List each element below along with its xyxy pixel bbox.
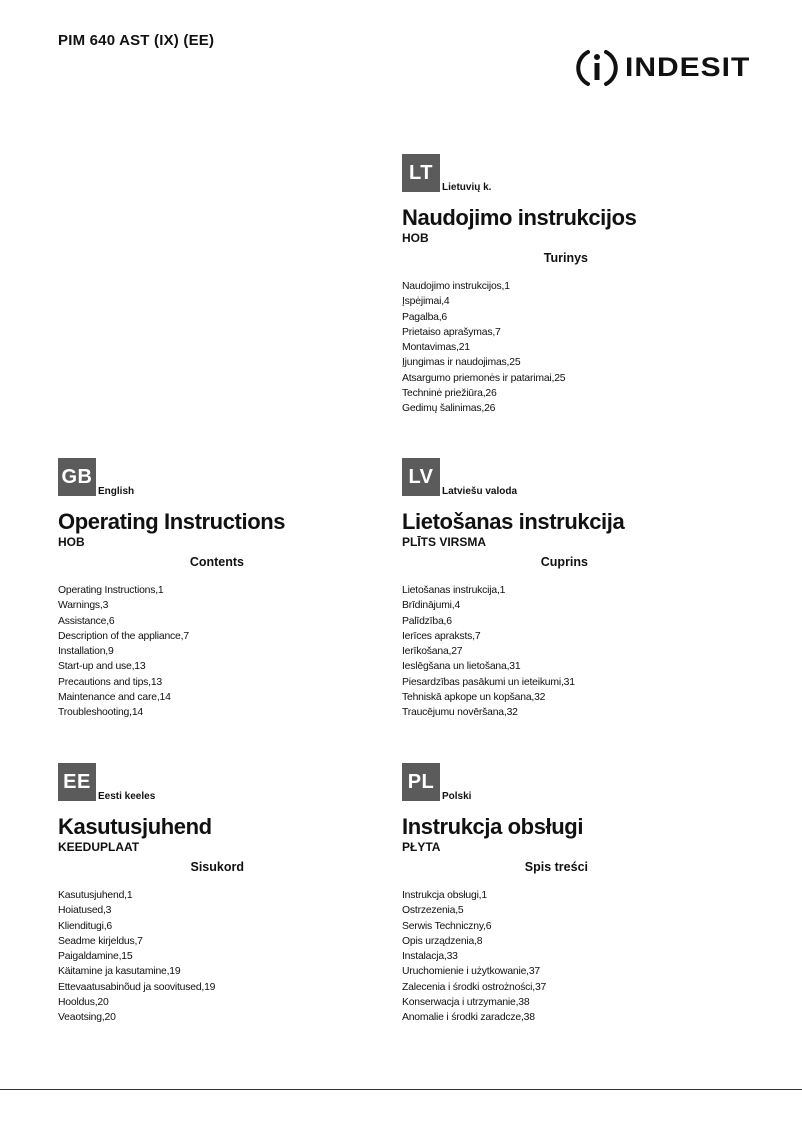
language-name: English bbox=[98, 486, 135, 497]
section-subtitle: PLĪTS VIRSMA bbox=[402, 535, 487, 549]
toc-item: Zalecenia i środki ostrożności,37 bbox=[402, 981, 547, 993]
toc-item: Warnings,3 bbox=[58, 600, 109, 612]
contents-heading: Cuprins bbox=[540, 555, 588, 569]
table-of-contents bbox=[402, 888, 732, 1026]
toc-item: Ieslēgšana un lietošana,31 bbox=[402, 661, 521, 673]
toc-item: Įjungimas ir naudojimas,25 bbox=[402, 357, 521, 369]
contents-heading: Sisukord bbox=[190, 860, 244, 874]
toc-item: Lietošanas instrukcija,1 bbox=[402, 585, 506, 596]
table-of-contents bbox=[58, 583, 388, 721]
toc-item: Hoiatused,3 bbox=[58, 905, 112, 917]
toc-item: Serwis Techniczny,6 bbox=[402, 920, 492, 932]
toc-item: Precautions and tips,13 bbox=[58, 676, 162, 688]
toc-item: Montavimas,21 bbox=[402, 342, 470, 354]
section-pl bbox=[402, 763, 732, 1042]
section-lv bbox=[402, 458, 732, 737]
toc-item: Description of the appliance,7 bbox=[58, 630, 189, 642]
toc-item: Klienditugi,6 bbox=[58, 920, 113, 932]
toc-item: Maintenance and care,14 bbox=[58, 692, 171, 704]
toc-item: Seadme kirjeldus,7 bbox=[58, 935, 143, 947]
toc-item: Gedimų šalinimas,26 bbox=[402, 403, 496, 415]
section-subtitle: KEEDUPLAAT bbox=[58, 840, 140, 854]
toc-item: Ettevaatusabinõud ja soovitused,19 bbox=[58, 981, 216, 993]
toc-item: Assistance,6 bbox=[58, 615, 115, 627]
brand-name: INDESIT bbox=[625, 52, 751, 83]
language-name: Latviešu valoda bbox=[442, 486, 518, 497]
toc-item: Ierīkošana,27 bbox=[402, 646, 463, 658]
toc-item: Kasutusjuhend,1 bbox=[58, 890, 133, 901]
contents-heading: Turinys bbox=[543, 251, 588, 265]
toc-item: Käitamine ja kasutamine,19 bbox=[58, 966, 181, 978]
language-badge: PL bbox=[402, 763, 440, 801]
section-title: Naudojimo instrukcijos bbox=[402, 205, 637, 230]
table-of-contents bbox=[402, 583, 732, 721]
section-gb bbox=[58, 458, 388, 737]
toc-item: Start-up and use,13 bbox=[58, 661, 146, 673]
toc-item: Opis urządzenia,8 bbox=[402, 935, 483, 947]
language-badge: LV bbox=[402, 458, 440, 496]
language-name: Eesti keeles bbox=[98, 791, 156, 802]
toc-item: Konserwacja i utrzymanie,38 bbox=[402, 997, 530, 1009]
toc-item: Palīdzība,6 bbox=[402, 615, 452, 627]
toc-item: Ostrzezenia,5 bbox=[402, 905, 464, 917]
section-subtitle: PŁYTA bbox=[402, 840, 441, 854]
indesit-i-icon bbox=[575, 46, 619, 90]
section-lt bbox=[402, 154, 732, 433]
language-badge: LT bbox=[402, 154, 440, 192]
contents-heading: Contents bbox=[189, 555, 244, 569]
toc-item: Uruchomienie i użytkowanie,37 bbox=[402, 966, 541, 978]
section-ee bbox=[58, 763, 388, 1042]
toc-item: Paigaldamine,15 bbox=[58, 951, 133, 963]
toc-item: Tehniskā apkope un kopšana,32 bbox=[402, 692, 546, 704]
toc-item: Troubleshooting,14 bbox=[58, 707, 143, 719]
toc-item: Traucējumu novēršana,32 bbox=[402, 707, 518, 719]
footer-divider bbox=[0, 1089, 802, 1090]
language-header bbox=[58, 458, 388, 496]
language-name: Polski bbox=[442, 791, 472, 802]
language-header bbox=[402, 458, 732, 496]
table-of-contents bbox=[58, 888, 388, 1026]
toc-item: Instrukcja obsługi,1 bbox=[402, 890, 487, 901]
toc-item: Veaotsing,20 bbox=[58, 1012, 116, 1024]
language-header bbox=[402, 154, 732, 192]
section-title: Kasutusjuhend bbox=[58, 814, 212, 839]
toc-item: Įspėjimai,4 bbox=[402, 296, 450, 308]
section-subtitle: HOB bbox=[58, 535, 85, 549]
toc-item: Installation,9 bbox=[58, 646, 114, 658]
toc-item: Instalacja,33 bbox=[402, 951, 458, 963]
toc-item: Prietaiso aprašymas,7 bbox=[402, 326, 501, 338]
toc-item: Anomalie i środki zaradcze,38 bbox=[402, 1012, 535, 1024]
language-header bbox=[58, 763, 388, 801]
brand-logo bbox=[575, 46, 750, 90]
section-subtitle: HOB bbox=[402, 231, 429, 245]
language-name: Lietuvių k. bbox=[442, 182, 492, 193]
section-title: Instrukcja obsługi bbox=[402, 814, 584, 839]
toc-item: Pagalba,6 bbox=[402, 311, 447, 323]
language-header bbox=[402, 763, 732, 801]
toc-item: Operating Instructions,1 bbox=[58, 585, 164, 596]
section-title: Lietošanas instrukcija bbox=[402, 509, 625, 534]
language-badge: EE bbox=[58, 763, 96, 801]
toc-item: Hooldus,20 bbox=[58, 997, 109, 1009]
table-of-contents bbox=[402, 279, 732, 417]
model-number: PIM 640 AST (IX) (EE) bbox=[58, 32, 215, 49]
language-badge: GB bbox=[58, 458, 96, 496]
toc-item: Ierīces apraksts,7 bbox=[402, 630, 481, 642]
contents-heading: Spis treści bbox=[524, 860, 588, 874]
toc-item: Techninė priežiūra,26 bbox=[402, 388, 497, 400]
section-title: Operating Instructions bbox=[58, 509, 286, 534]
toc-item: Atsargumo priemonės ir patarimai,25 bbox=[402, 372, 566, 384]
toc-item: Brīdinājumi,4 bbox=[402, 600, 461, 612]
toc-item: Naudojimo instrukcijos,1 bbox=[402, 281, 510, 292]
toc-item: Piesardzības pasākumi un ieteikumi,31 bbox=[402, 676, 575, 688]
